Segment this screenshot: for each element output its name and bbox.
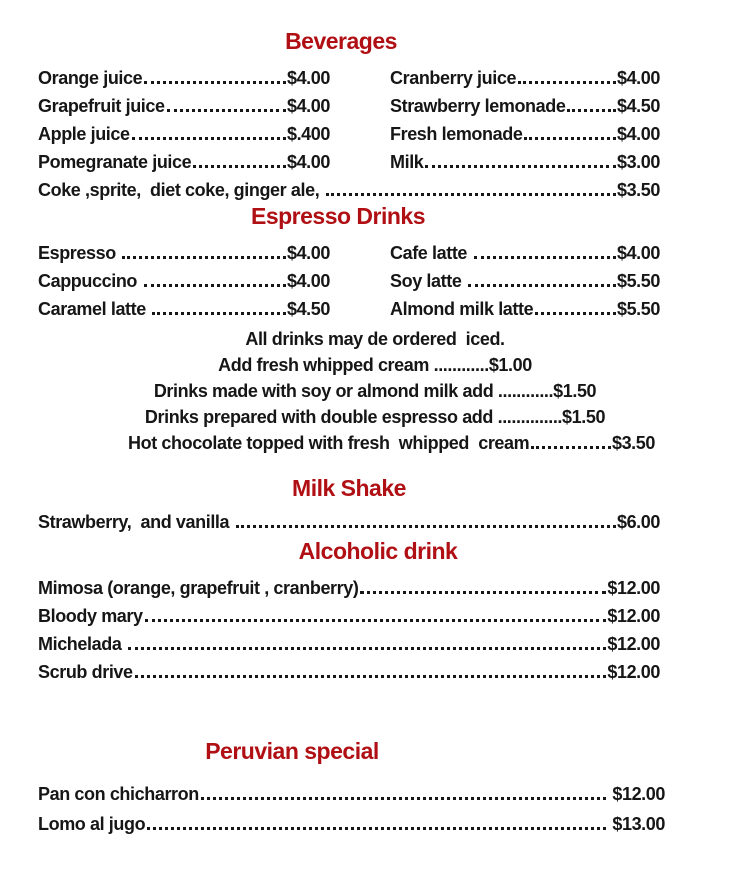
item-price: $6.00 [616,512,660,532]
menu-item-row [38,88,330,116]
dot-leader [474,256,616,259]
section-title-beverages: Beverages [285,28,397,54]
item-name: Michelada [38,634,127,654]
note-dots: ............ [497,381,554,401]
espresso-left-column [38,235,330,319]
item-price: $13.00 [612,814,665,834]
item-name: Apple juice [38,124,130,144]
item-price: $12.00 [607,606,660,626]
menu-item-row [128,427,655,453]
menu-item-row [390,116,660,144]
beverages-right-column [390,60,660,172]
dot-leader [145,619,607,622]
menu-item-row [38,570,660,598]
alcoholic-rows [38,570,660,682]
menu-item-row [390,263,660,291]
item-name: Grapefruit juice [38,96,165,116]
item-name: Cranberry juice [390,68,517,88]
beverages-full-row [38,172,660,200]
menu-item-row [390,88,660,116]
dot-leader [360,591,606,594]
dot-leader [524,137,616,140]
item-price: $4.00 [616,68,660,88]
item-name: Strawberry lemonade [390,96,566,116]
item-price: $3.50 [616,180,660,200]
dot-leader [236,525,616,528]
menu-item-row [38,60,330,88]
section-title-alcoholic-drink: Alcoholic drink [298,538,458,564]
section-title-peruvian-special: Peruvian special [205,738,379,764]
menu-item-row [390,144,660,172]
section-title-espresso-drinks: Espresso Drinks [250,203,426,229]
menu-item-row [390,60,660,88]
item-name: Caramel latte [38,299,151,319]
espresso-notes [0,323,750,453]
item-price: $4.50 [616,96,660,116]
dot-leader [144,284,286,287]
dot-leader [144,81,286,84]
note-text: Add fresh whipped cream [218,355,434,375]
item-price: $4.00 [286,243,330,263]
note-text: Drinks prepared with double espresso add [144,407,498,427]
item-name: Strawberry, and vanilla [38,512,234,532]
dot-leader [518,81,616,84]
note-price: $1.50 [562,407,606,427]
menu-item-row [38,506,660,532]
item-name: Soy latte [390,271,467,291]
note-price: $1.00 [488,355,532,375]
item-price: $12.00 [607,634,660,654]
item-price: $12.00 [612,784,665,804]
item-name: Bloody mary [38,606,143,626]
dot-leader [193,165,286,168]
note-price: $1.50 [553,381,597,401]
menu-item-row [38,654,660,682]
note-dots: .............. [497,407,563,427]
dot-leader [201,797,607,800]
section-title-milk-shake: Milk Shake [292,475,406,501]
item-price: $4.00 [286,96,330,116]
item-price: $4.00 [616,243,660,263]
dot-leader [531,446,611,449]
item-name: Mimosa (orange, grapefruit , cranberry) [38,578,359,598]
note-text: All drinks may de ordered iced. [245,329,505,349]
note-line [0,375,750,401]
item-name: Pomegranate juice [38,152,192,172]
dot-leader [535,312,616,315]
menu-item-row [38,235,330,263]
menu-item-row [38,806,665,834]
dot-leader [468,284,616,287]
item-name: Cafe latte [390,243,472,263]
menu-item-row [38,776,665,804]
item-name: Hot chocolate topped with fresh whipped cream [128,433,530,453]
item-name: Fresh lemonade [390,124,523,144]
item-price: $5.50 [616,271,660,291]
peruvian-rows [38,776,665,834]
item-price: $4.00 [286,271,330,291]
menu-item-row [38,598,660,626]
dot-leader [167,109,286,112]
item-price: $4.50 [286,299,330,319]
espresso-columns [0,235,750,319]
item-price: $12.00 [607,578,660,598]
note-line [0,349,750,375]
item-price: $.400 [286,124,330,144]
item-name: Milk [390,152,424,172]
item-price: $12.00 [607,662,660,682]
dot-leader [567,109,615,112]
menu-item-row [38,291,330,319]
menu-item-row [390,291,660,319]
item-price: $3.50 [611,433,655,453]
item-name: Lomo al jugo [38,814,146,834]
item-price: $5.50 [616,299,660,319]
item-name: Almond milk latte [390,299,534,319]
menu-item-row [38,263,330,291]
note-text: Drinks made with soy or almond milk add [153,381,498,401]
dot-leader [132,137,286,140]
item-price: $4.00 [616,124,660,144]
menu-item-row [38,144,330,172]
beverages-left-column [38,60,330,172]
menu-item-row [38,116,330,144]
note-dots: ............ [433,355,489,375]
item-name: Coke ,sprite, diet coke, ginger ale, [38,180,324,200]
item-name: Scrub drive [38,662,133,682]
item-name: Pan con chicharron [38,784,199,804]
item-name: Cappuccino [38,271,142,291]
item-name: Orange juice [38,68,143,88]
note-line [0,323,750,349]
item-name: Espresso [38,243,121,263]
espresso-right-column [390,235,660,319]
menu-item-row [390,235,660,263]
dot-leader [425,165,616,168]
dot-leader [326,193,616,196]
dot-leader [122,256,286,259]
dot-leader [128,647,606,650]
item-price: $3.00 [616,152,660,172]
item-price: $4.00 [286,68,330,88]
dot-leader [135,675,607,678]
note-line [0,401,750,427]
dot-leader [147,827,606,830]
dot-leader [152,312,285,315]
menu-item-row [38,626,660,654]
beverages-columns [0,60,750,172]
menu-item-row [38,172,660,200]
item-price: $4.00 [286,152,330,172]
